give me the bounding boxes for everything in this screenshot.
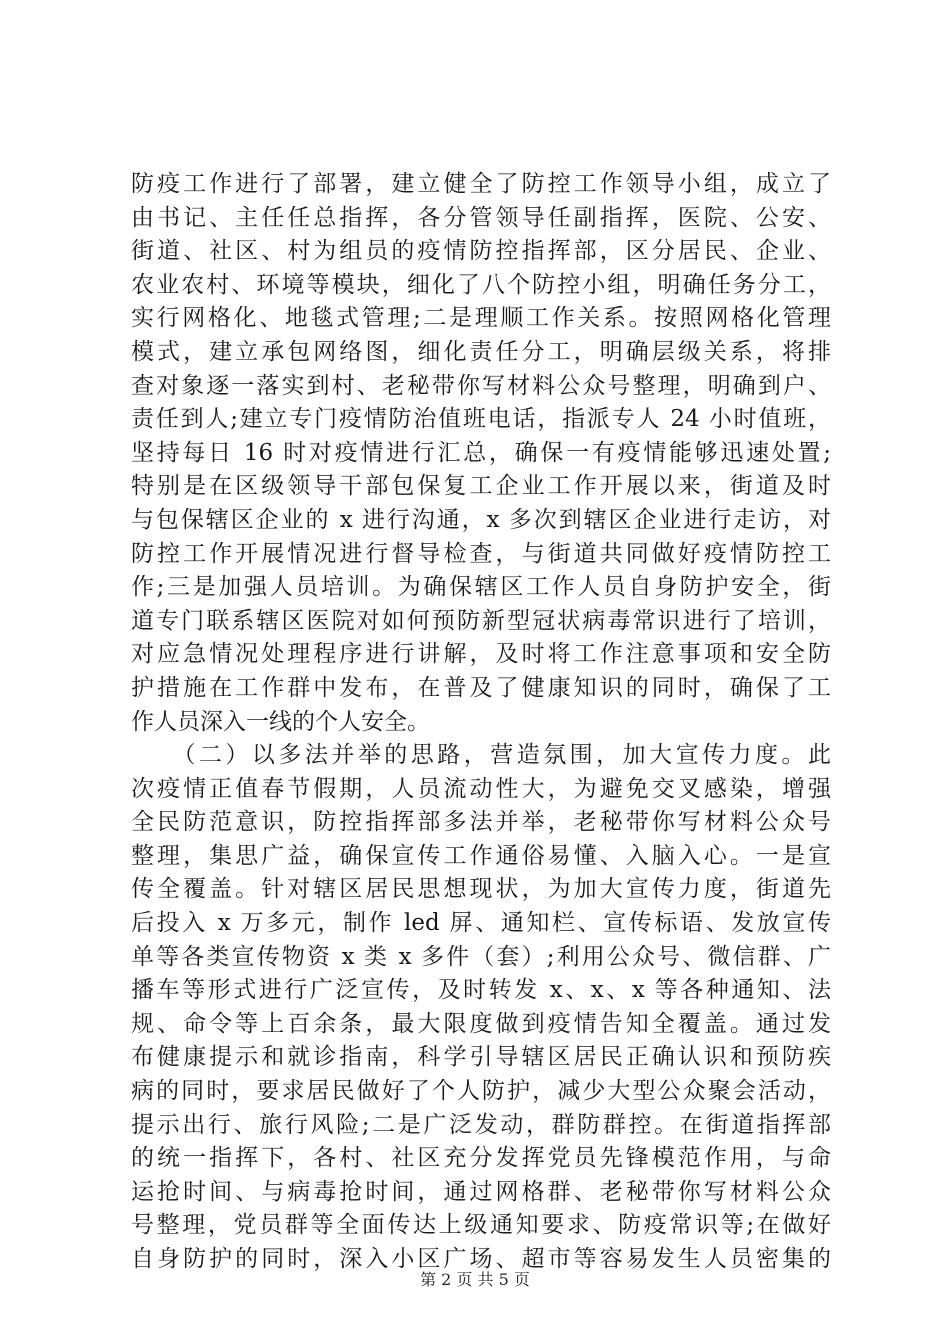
text-line: 号整理，党员群等全面传达上级通知要求、防疫常识等;在做好 bbox=[131, 1212, 831, 1239]
text-line: 防控工作开展情况进行督导检查，与街道共同做好疫情防控工 bbox=[131, 540, 831, 567]
page-number-footer: 第 2 页 共 5 页 bbox=[420, 1270, 530, 1289]
text-line: 由书记、主任任总指挥，各分管领导任副指挥，医院、公安、 bbox=[131, 204, 831, 231]
text-line: 单等各类宣传物资 x 类 x 多件（套）;利用公众号、微信群、广 bbox=[131, 943, 831, 970]
text-line: 护措施在工作群中发布，在普及了健康知识的同时，确保了工 bbox=[131, 674, 831, 701]
text-line: 自身防护的同时，深入小区广场、超市等容易发生人员密集的 bbox=[131, 1246, 831, 1272]
section-heading-line: （二）以多法并举的思路，营造氛围，加大宣传力度。此 bbox=[131, 742, 831, 769]
text-line: 次疫情正值春节假期，人员流动性大，为避免交叉感染，增强 bbox=[131, 775, 831, 802]
text-line: 作;三是加强人员培训。为确保辖区工作人员自身防护安全，街 bbox=[131, 574, 831, 601]
text-line: 道专门联系辖区医院对如何预防新型冠状病毒常识进行了培训， bbox=[131, 607, 831, 634]
text-line: 模式，建立承包网络图，细化责任分工，明确层级关系，将排 bbox=[131, 338, 831, 365]
text-line: 与包保辖区企业的 x 进行沟通，x 多次到辖区企业进行走访，对 bbox=[131, 506, 831, 533]
body-text bbox=[131, 168, 831, 1277]
text-line: 查对象逐一落实到村、老秘带你写材料公众号整理，明确到户、 bbox=[131, 372, 831, 399]
text-line: 整理，集思广益，确保宣传工作通俗易懂、入脑入心。一是宣 bbox=[131, 842, 831, 869]
text-line: 播车等形式进行广泛宣传，及时转发 x、x、x 等各种通知、法 bbox=[131, 977, 831, 1004]
text-line: 的统一指挥下，各村、社区充分发挥党员先锋模范作用，与命 bbox=[131, 1145, 831, 1172]
text-line: 规、命令等上百余条，最大限度做到疫情告知全覆盖。通过发 bbox=[131, 1010, 831, 1037]
text-line: 布健康提示和就诊指南，科学引导辖区居民正确认识和预防疾 bbox=[131, 1044, 831, 1071]
text-line: 农业农村、环境等模块，细化了八个防控小组，明确任务分工， bbox=[131, 271, 831, 298]
text-line: 特别是在区级领导干部包保复工企业工作开展以来，街道及时 bbox=[131, 473, 831, 500]
text-line: 责任到人;建立专门疫情防治值班电话，指派专人 24 小时值班， bbox=[131, 406, 831, 433]
text-line: 街道、社区、村为组员的疫情防控指挥部，区分居民、企业、 bbox=[131, 238, 831, 265]
text-line: 防疫工作进行了部署，建立健全了防控工作领导小组，成立了 bbox=[131, 171, 831, 197]
text-line: 运抢时间、与病毒抢时间，通过网格群、老秘带你写材料公众 bbox=[131, 1178, 831, 1205]
text-line: 实行网格化、地毯式管理;二是理顺工作关系。按照网格化管理 bbox=[131, 305, 831, 332]
text-line: 病的同时，要求居民做好了个人防护，减少大型公众聚会活动， bbox=[131, 1078, 831, 1105]
text-line: 提示出行、旅行风险;二是广泛发动，群防群控。在街道指挥部 bbox=[131, 1111, 831, 1138]
text-line: 传全覆盖。针对辖区居民思想现状，为加大宣传力度，街道先 bbox=[131, 876, 831, 903]
text-line: 对应急情况处理程序进行讲解，及时将工作注意事项和安全防 bbox=[131, 641, 831, 668]
text-line: 坚持每日 16 时对疫情进行汇总，确保一有疫情能够迅速处置; bbox=[131, 439, 831, 466]
paragraph-end-line: 作人员深入一线的个人安全。 bbox=[131, 708, 430, 735]
text-line: 后投入 x 万多元，制作 led 屏、通知栏、宣传标语、发放宣传 bbox=[131, 910, 831, 937]
text-line: 全民防范意识，防控指挥部多法并举，老秘带你写材料公众号 bbox=[131, 809, 831, 836]
